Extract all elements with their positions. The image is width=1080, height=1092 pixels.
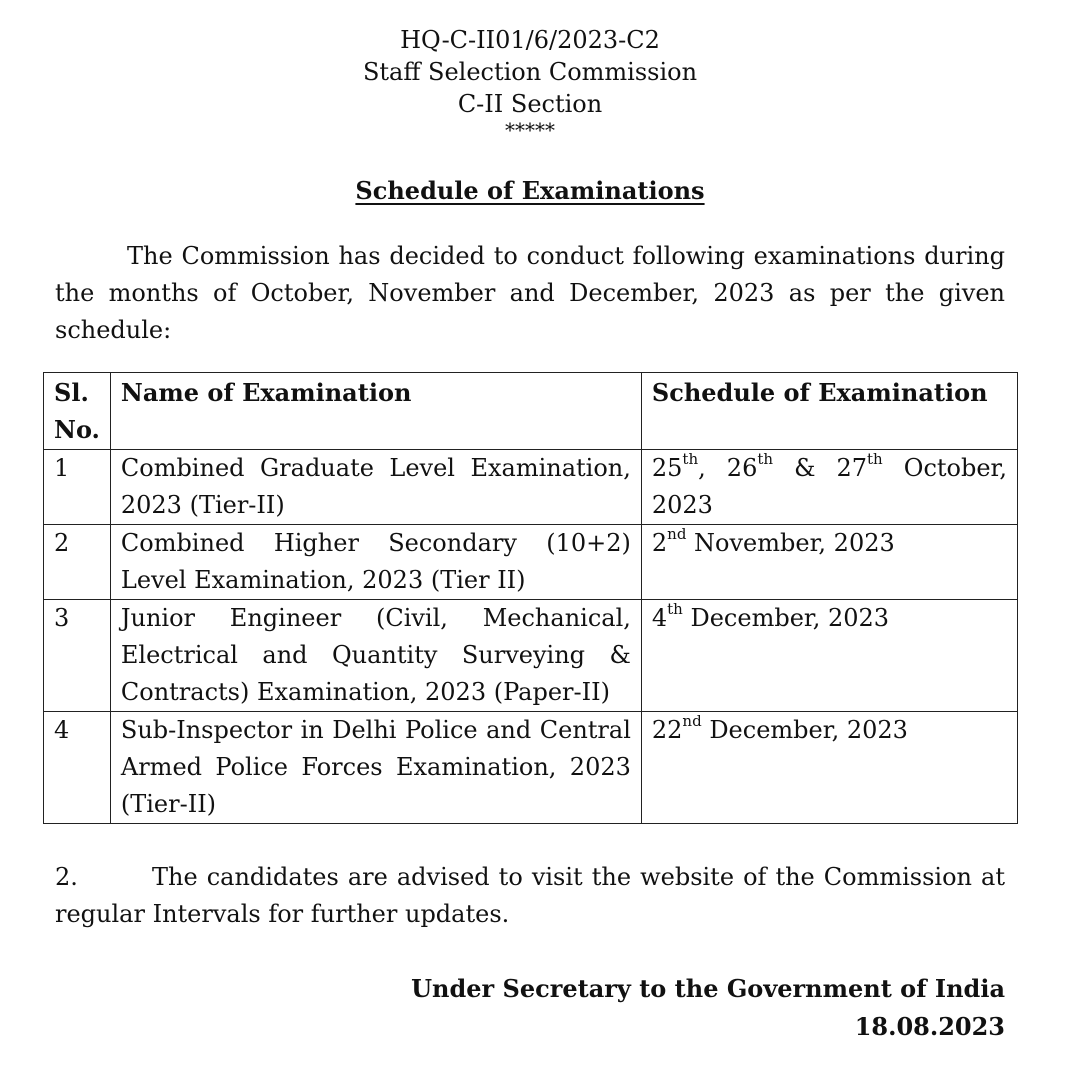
- header-schedule: Schedule of Examination: [641, 373, 1017, 450]
- date-suffix: th: [867, 450, 883, 468]
- date-day: 25: [651, 454, 683, 482]
- row-exam-name: Combined Higher Secondary (10+2) Level Examination, 2023 (Tier II): [110, 525, 641, 600]
- date-day: 22: [651, 716, 683, 744]
- table-row: [44, 450, 1018, 525]
- intro-paragraph: The Commission has decided to conduct following examinations during the months of October, November and December, 2023 as per the given schedule:: [55, 242, 1005, 344]
- row-sl-no: 4: [44, 712, 111, 824]
- date-month-year: December, 2023: [682, 604, 890, 632]
- note-number: 2.: [55, 863, 78, 891]
- date-suffix: th: [682, 450, 699, 468]
- date-suffix: th: [757, 450, 774, 468]
- date-suffix: nd: [667, 525, 687, 543]
- document-title: Schedule of Examinations: [355, 176, 705, 205]
- table-header-row: [44, 373, 1018, 450]
- header-exam-name: Name of Examination: [110, 373, 641, 450]
- row-exam-date: [641, 450, 1017, 525]
- organization-name: Staff Selection Commission: [362, 58, 698, 86]
- date-day: 4: [651, 604, 668, 632]
- date-month-year: December, 2023: [701, 716, 908, 744]
- table-row: [44, 600, 1018, 712]
- row-exam-name: Combined Graduate Level Examination, 2023 (Tier-II): [110, 450, 641, 525]
- row-sl-no: 2: [44, 525, 111, 600]
- table-row: [44, 525, 1018, 600]
- date-day: 27: [836, 454, 868, 482]
- signature-date: 18.08.2023: [854, 1012, 1005, 1041]
- document-header: [0, 24, 1060, 140]
- signature-block: [411, 970, 1005, 1046]
- row-sl-no: 1: [44, 450, 111, 525]
- row-exam-date: [641, 712, 1017, 824]
- table-row: [44, 712, 1018, 824]
- row-exam-date: [641, 600, 1017, 712]
- note-paragraph: [55, 859, 1005, 933]
- file-number: HQ-C-II01/6/2023-C2: [400, 26, 660, 54]
- section-name: C-II Section: [457, 90, 603, 118]
- date-suffix: nd: [682, 712, 702, 730]
- row-exam-date: [641, 525, 1017, 600]
- date-separator: &: [773, 454, 837, 482]
- date-month-year: October, 2023: [651, 454, 1008, 519]
- row-sl-no: 3: [44, 600, 111, 712]
- schedule-table: [43, 372, 1018, 824]
- date-day: 2: [651, 529, 668, 557]
- separator-stars: *****: [505, 118, 555, 142]
- row-exam-name: Sub-Inspector in Delhi Police and Central Armed Police Forces Examination, 2023 (Tier-II): [110, 712, 641, 824]
- header-sl-no: Sl. No.: [44, 373, 111, 450]
- date-suffix: th: [667, 600, 683, 618]
- date-separator: ,: [698, 454, 727, 482]
- date-day: 26: [726, 454, 758, 482]
- date-month-year: November, 2023: [686, 529, 895, 557]
- note-text: The candidates are advised to visit the website of the Commission at regular Intervals for further updates.: [55, 863, 1005, 928]
- signatory-designation: Under Secretary to the Government of India: [411, 974, 1005, 1003]
- row-exam-name: Junior Engineer (Civil, Mechanical, Electrical and Quantity Surveying & Contracts) Examination, 2023 (Paper-II): [110, 600, 641, 712]
